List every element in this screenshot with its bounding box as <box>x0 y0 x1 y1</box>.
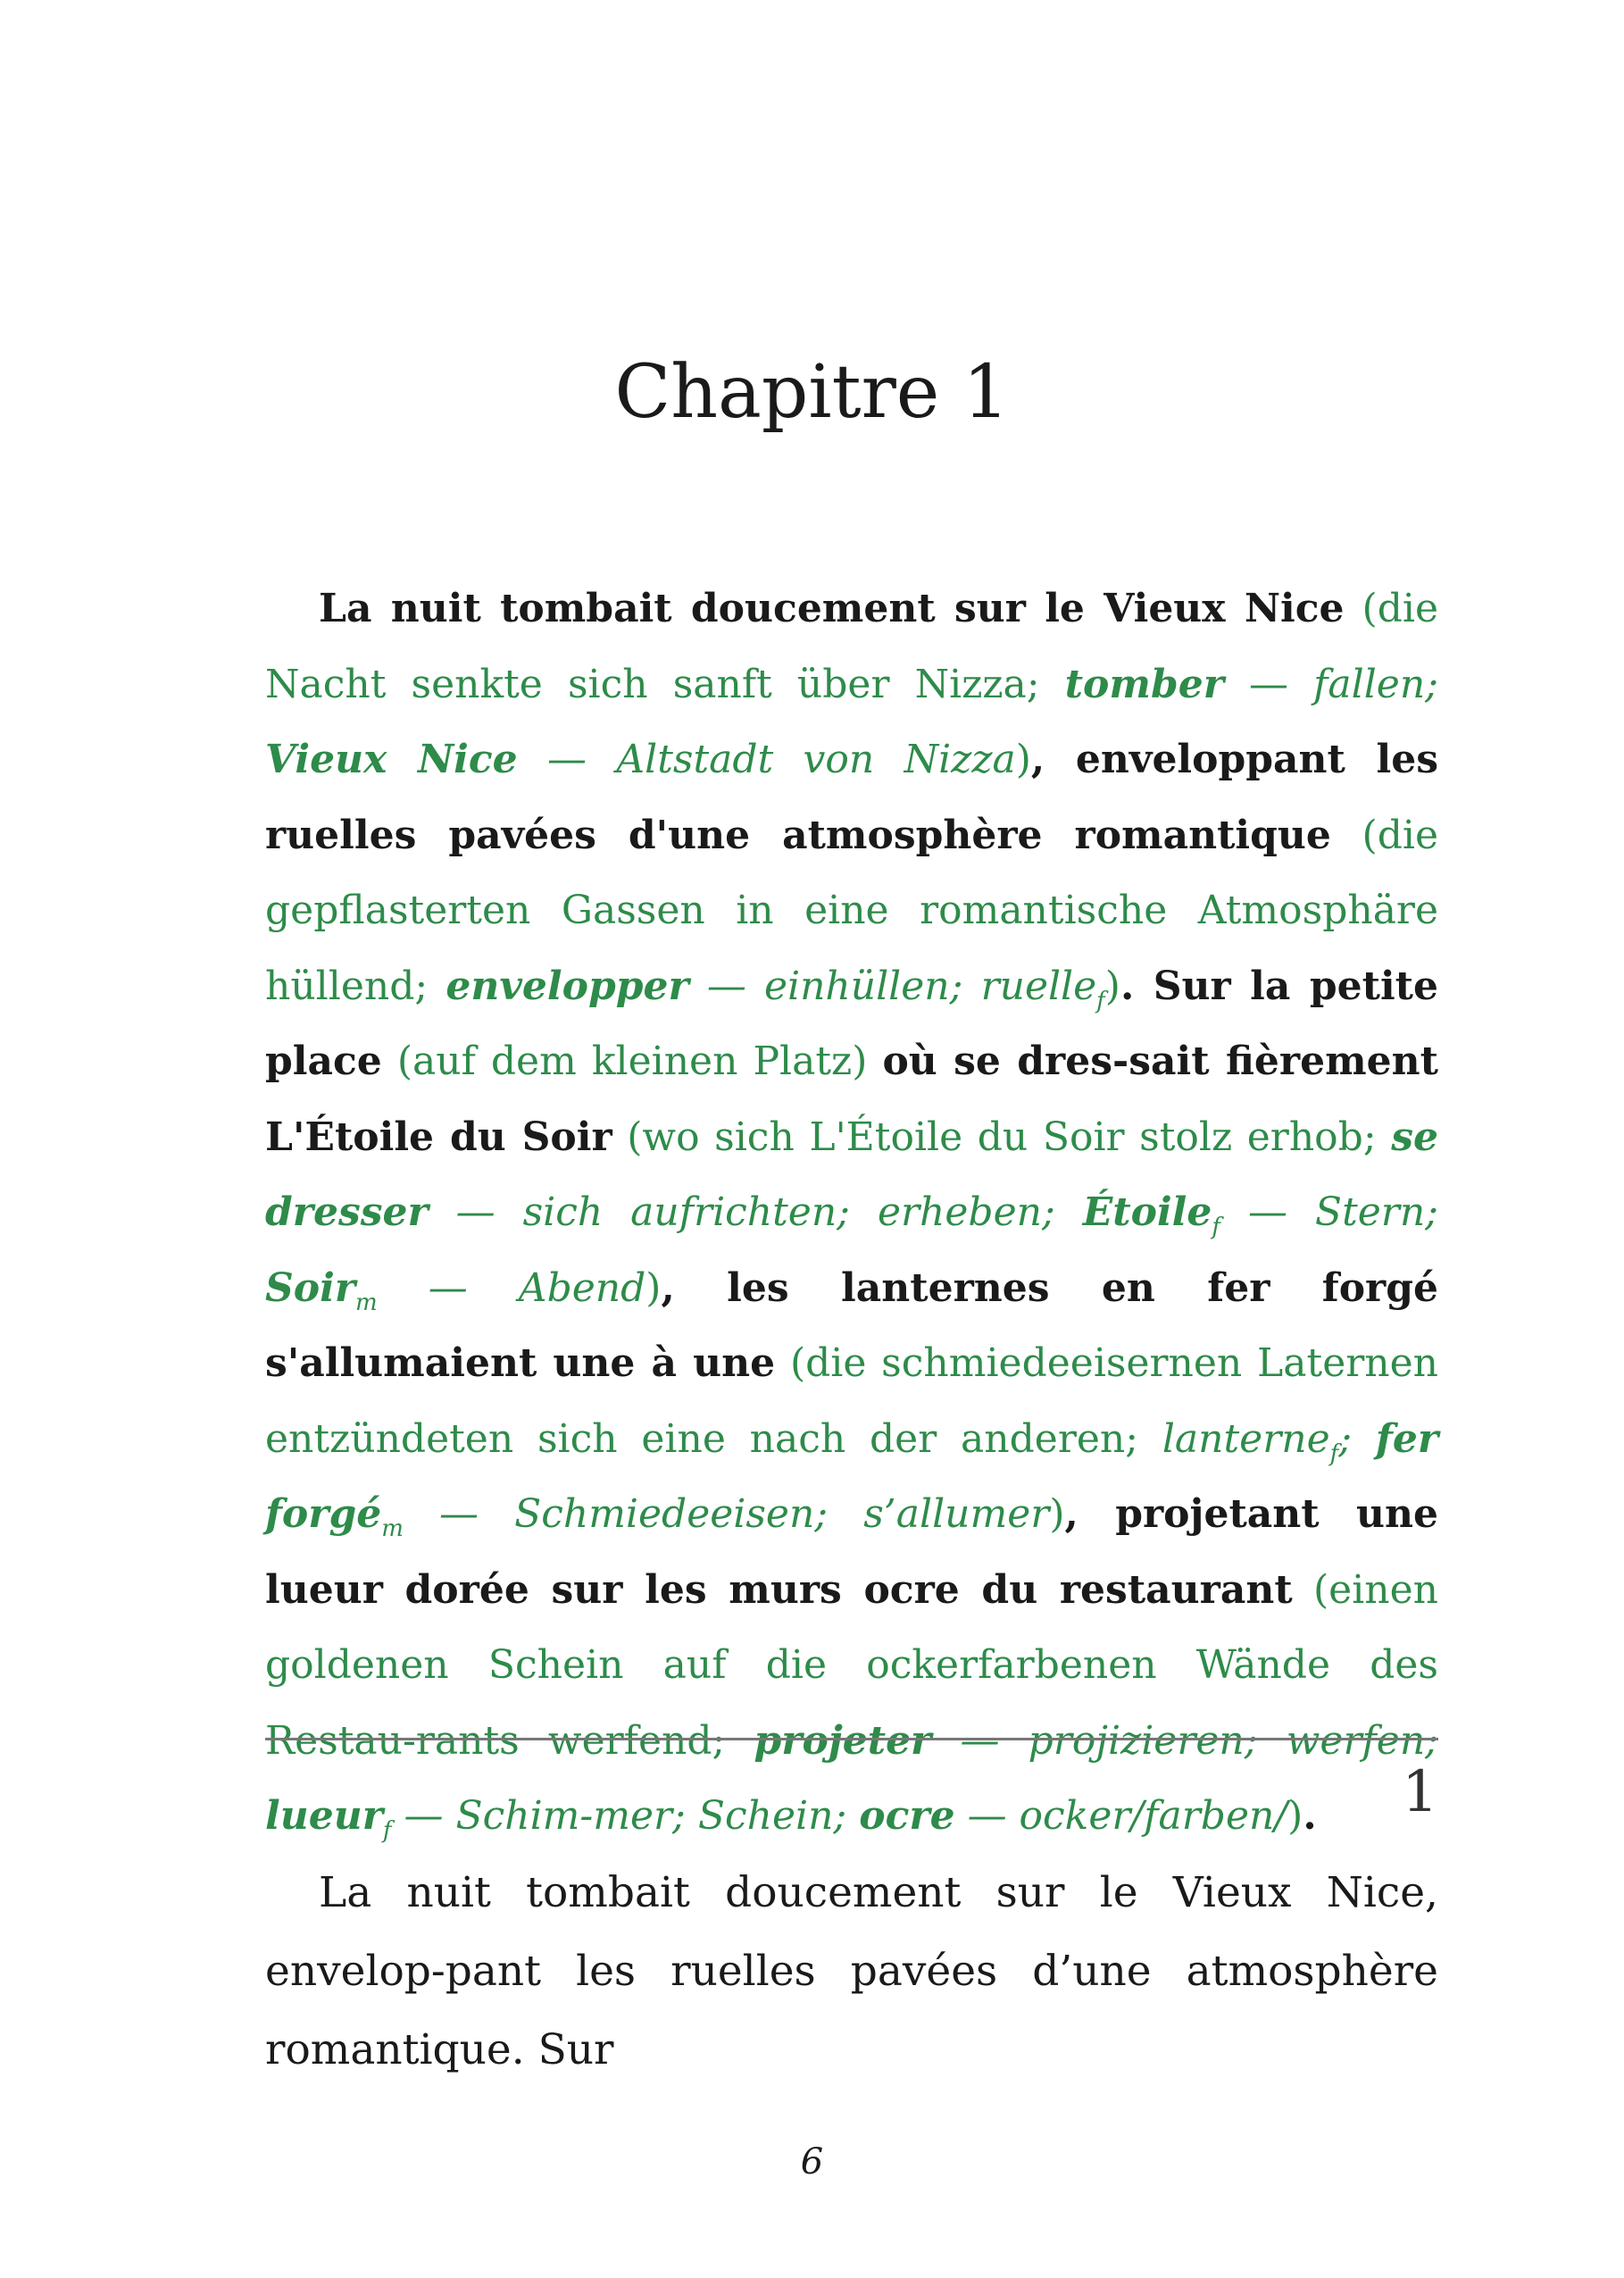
paren-close: ) <box>1287 1793 1303 1839</box>
glossary-headword: Vieux Nice <box>265 737 518 782</box>
glossary-headword: tomber <box>1064 661 1224 707</box>
glossary-headword <box>1082 1189 1221 1240</box>
paren-close: ) <box>1015 737 1031 782</box>
glossary-definition: — projizieren; werfen; <box>931 1717 1438 1764</box>
gender-marker: m <box>381 1515 404 1542</box>
glossary-definition: — Stern; <box>1220 1189 1438 1235</box>
german-translation: (wo sich L'Étoile du Soir stolz erhob; <box>627 1114 1377 1160</box>
headword-text: lueur <box>265 1793 383 1839</box>
french-phrase: , enveloppant les ruelles pavées d'une atmosphère romantique <box>265 737 1438 858</box>
french-phrase: , les lanternes en fer forgé s'allumaient une à une <box>265 1264 1438 1386</box>
headword-text: fer forgé <box>265 1415 1438 1537</box>
paren-close: ) <box>645 1264 662 1311</box>
glossary-separator: ; <box>1338 1415 1376 1462</box>
original-text-paragraph <box>265 1854 1438 2090</box>
french-phrase: , projetant une lueur dorée sur les murs ocre du restaurant <box>265 1491 1438 1613</box>
section-number: 1 <box>1402 1759 1438 1825</box>
glossary-definition: — fallen; <box>1223 661 1438 707</box>
gender-marker: m <box>355 1289 378 1316</box>
german-translation: (die gepflasterten Gassen in eine romantische Atmosphäre hüllend; <box>265 812 1438 1009</box>
german-translation: (die schmiedeeisernen Laternen entzündeten sich eine nach der anderen; <box>265 1340 1438 1462</box>
original-text: La nuit tombait doucement sur le Vieux Nice, envelop-pant les ruelles pavées d’une atmosphère romantique. Sur <box>265 1868 1438 2074</box>
annotated-paragraph <box>265 572 1438 1855</box>
glossary-headword: envelopper <box>446 963 689 1009</box>
glossary-headword: projeter <box>754 1717 932 1764</box>
glossary-entry <box>446 963 1105 1014</box>
sentence-end: . <box>1303 1793 1317 1839</box>
german-translation: (die Nacht senkte sich sanft über Nizza; <box>265 586 1438 707</box>
glossary-definition: — Schmiedeeisen; s’allumer <box>403 1491 1050 1537</box>
german-translation: (auf dem kleinen Platz) <box>396 1039 868 1084</box>
french-phrase: . Sur la petite place <box>265 963 1438 1084</box>
gender-marker: f <box>1096 987 1105 1014</box>
glossary-headword: se dresser <box>265 1114 1438 1235</box>
glossary-definition: — Altstadt von Nizza <box>517 737 1016 782</box>
french-phrase: La nuit tombait doucement sur le Vieux Nice <box>319 586 1345 631</box>
glossary-definition: — sich aufrichten; erheben; <box>428 1189 1083 1235</box>
chapter-title: Chapitre 1 <box>614 350 1010 435</box>
headword-text: Étoile <box>1082 1189 1212 1235</box>
glossary-definition: — ocker/farben/ <box>954 1793 1288 1839</box>
glossary-word: ruelle <box>980 963 1097 1009</box>
glossary-definition: — Abend <box>377 1264 646 1311</box>
page-number: 6 <box>800 2141 824 2182</box>
glossary-headword: ocre <box>859 1793 955 1839</box>
gender-marker: f <box>1329 1439 1339 1467</box>
paren-close: ) <box>1104 963 1120 1009</box>
section-divider <box>265 1738 1438 1740</box>
glossary-definition: — einhüllen; <box>688 963 981 1009</box>
gender-marker: f <box>382 1817 392 1844</box>
glossary-headword <box>265 1793 392 1844</box>
glossary-word: lanterne <box>1162 1415 1330 1462</box>
paren-close: ) <box>1049 1491 1065 1537</box>
glossary-definition: — Schim-mer; Schein; <box>391 1793 860 1839</box>
glossary-headword <box>265 1264 378 1316</box>
german-translation: (einen goldenen Schein auf die ockerfarbenen Wände des Restau-rants werfend; <box>265 1566 1438 1764</box>
french-phrase: où se dres-sait fièrement L'Étoile du Soir <box>265 1039 1438 1160</box>
headword-text: Soir <box>265 1264 356 1311</box>
gender-marker: f <box>1212 1214 1221 1240</box>
